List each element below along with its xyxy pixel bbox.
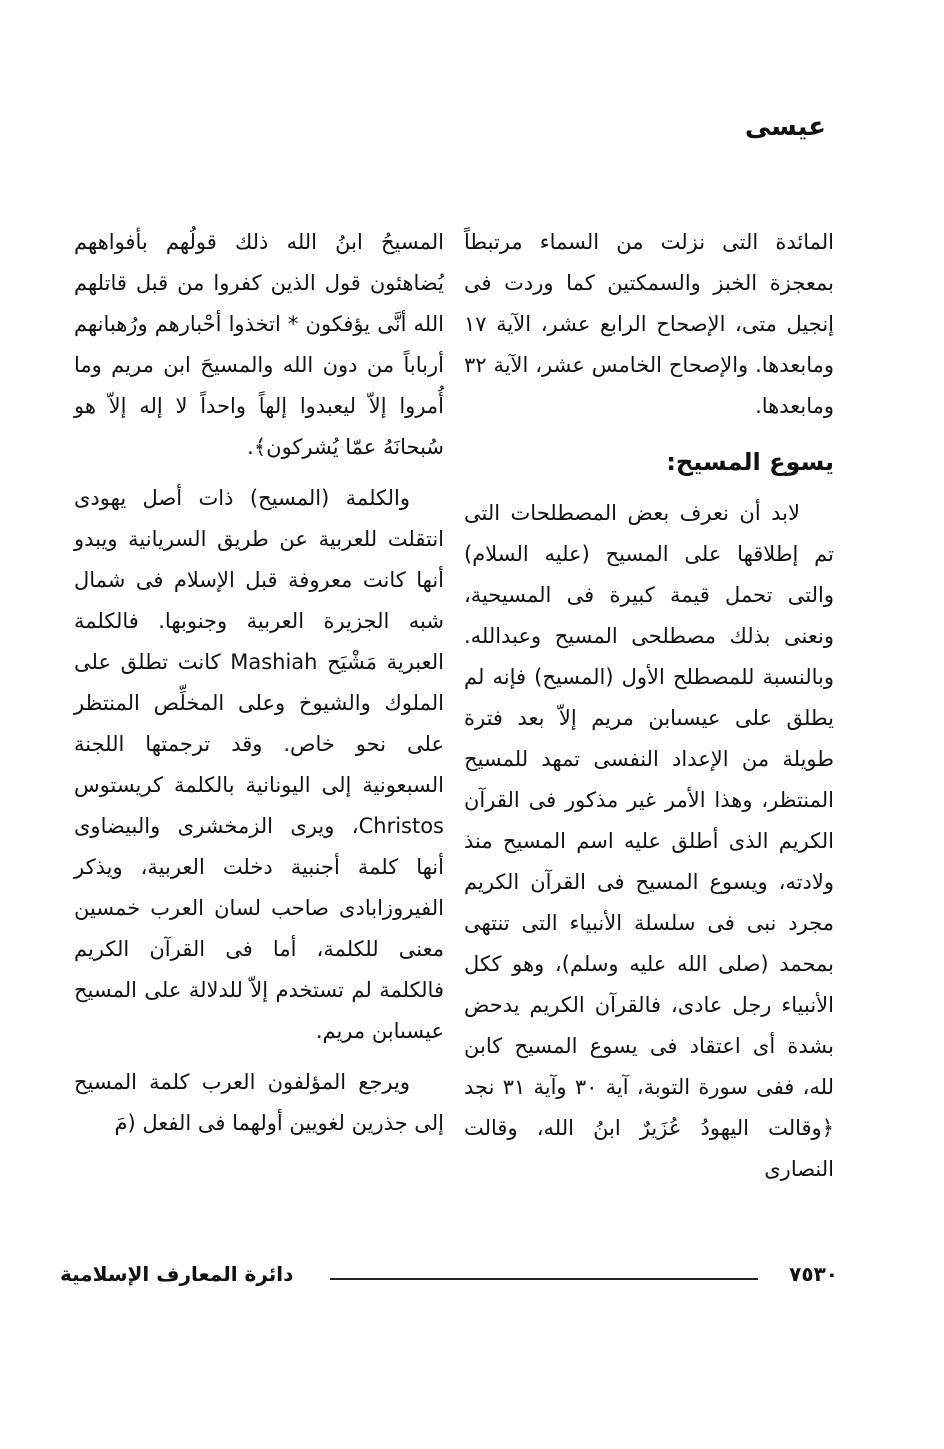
running-header: عيسى (744, 112, 826, 142)
paragraph-terms: لابد أن نعرف بعض المصطلحات التى تم إطلاقها على المسيح (عليه السلام) والتى تحمل قيمة كبيرة فى المسيحية، ونعنى بذلك مصطلحى المسيح وعبدالله. وبالنسبة للمصطلح الأول (المسيح) فإنه لم يطلق على عيسىابن مريم إلاّ بعد فترة طويلة من الإعداد النفسى تمهد للمسيح المنتظر، وهذا الأمر غير مذكور فى القرآن الكريم الذى أطلق عليه اسم المسيح منذ ولادته، ويسوع المسيح فى القرآن الكريم مجرد نبى فى سلسلة الأنبياء التى تنتهى بمحمد (صلى الله عليه وسلم)، وهو ككل الأنبياء رجل عادى، فالقرآن الكريم يدحض بشدة أى اعتقاد فى يسوع المسيح كابن لله، ففى سورة التوبة، آية ٣٠ وآية ٣١ نجد ﴿وقالت اليهودُ عُزَيرٌ ابنُ الله، وقالت النصارى (464, 501, 834, 1181)
right-column (464, 222, 834, 1190)
section-heading-yasu-al-masih: يسوع المسيح: (666, 448, 834, 476)
left-column (74, 222, 444, 1144)
page-number: ٧٥٣٠ (789, 1262, 838, 1286)
paragraph-maida: المائدة التى نزلت من السماء مرتبطاً بمعجزة الخبز والسمكتين كما وردت فى إنجيل متى، الإصحاح الرابع عشر، الآية ١٧ ومابعدها. والإصحاح الخامس عشر، الآية ٣٢ ومابعدها. (464, 230, 834, 418)
paragraph-quran-quote: المسيحُ ابنُ الله ذلك قولُهم بأفواههم يُضاهئون قول الذين كفروا من قبل قاتلهم الله أنَّى يؤفكون * اتخذوا أحْبارهم ورُهبانهم أرباباً من دون الله والمسيحَ ابن مريم وما أُمروا إلاّ ليعبدوا إلهاً واحداً لا إله إلاّ هو سُبحانَهُ عمّا يُشركون﴾. (74, 230, 444, 459)
paragraph-linguistic-roots: ويرجع المؤلفون العرب كلمة المسيح إلى جذرين لغويين أولهما فى الفعل (مَ (74, 1070, 444, 1135)
footer-publication-title: دائرة المعارف الإسلامية (60, 1262, 294, 1286)
page-footer (60, 1262, 838, 1292)
footer-rule (330, 1278, 758, 1280)
paragraph-word-origin: والكلمة (المسيح) ذات أصل يهودى انتقلت للعربية عن طريق السريانية ويبدو أنها كانت معروفة قبل الإسلام فى شمال شبه الجزيرة العربية وجنوبها. فالكلمة العبرية مَشْيَح Mashiah كانت تطلق على الملوك والشيوخ وعلى المخلِّص المنتظر على نحو خاص. وقد ترجمتها اللجنة السبعونية إلى اليونانية بالكلمة كريستوس Christos، ويرى الزمخشرى والبيضاوى أنها كلمة أجنبية دخلت العربية، ويذكر الفيروزابادى صاحب لسان العرب خمسين معنى للكلمة، أما فى القرآن الكريم فالكلمة لم تستخدم إلاّ للدلالة على المسيح عيسىابن مريم. (74, 486, 444, 1043)
